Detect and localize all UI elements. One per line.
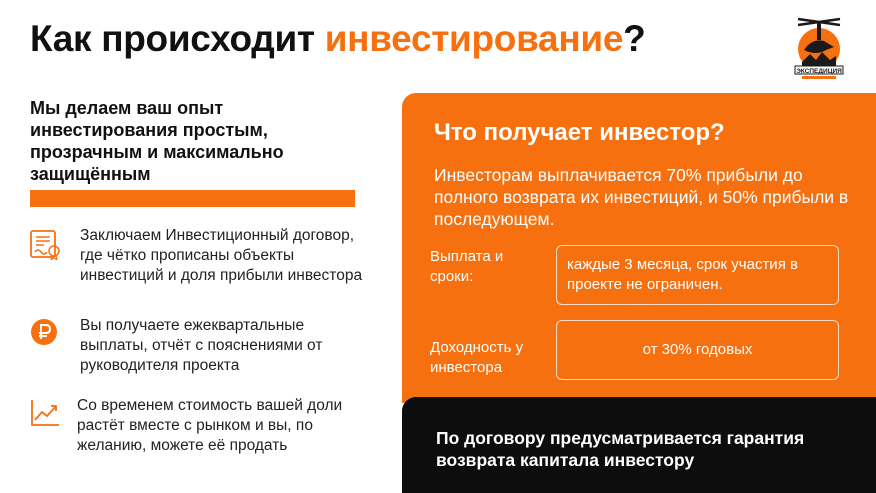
growth-chart-icon — [28, 396, 62, 430]
feature-contract — [28, 226, 380, 286]
logo-text: ЭКСПЕДИЦИЯ — [796, 68, 842, 75]
title-suffix: ? — [623, 18, 646, 59]
guarantee-text: По договору предусматривается гарантия возврата капитала инвестору — [436, 428, 805, 470]
feature-growth-text: Со временем стоимость вашей доли растёт вместе с рынком и вы, по желанию, можете её продать — [77, 397, 343, 454]
title-prefix: Как происходит — [30, 18, 325, 59]
feature-growth — [28, 396, 347, 456]
term-value-yield: от 30% годовых — [642, 341, 753, 358]
term-label-payout: Выплата и сроки: — [430, 248, 504, 285]
term-box-payout — [556, 245, 839, 305]
contract-document-icon — [28, 226, 62, 260]
intro-accent-bar — [30, 190, 355, 207]
page-title — [30, 18, 645, 60]
term-label-yield: Доходность у инвестора — [430, 339, 524, 376]
helicopter-logo-icon — [790, 16, 848, 82]
panel-description: Инвесторам выплачивается 70% прибыли до полного возврата их инвестиций, и 50% прибыли в последующем. — [434, 165, 849, 229]
expedition-logo — [790, 16, 848, 82]
feature-payments-text: Вы получаете ежеквартальные выплаты, отчёт с пояснениями от руководителя проекта — [80, 317, 323, 374]
panel-title: Что получает инвестор? — [434, 119, 725, 146]
intro-text: Мы делаем ваш опыт инвестирования простым, прозрачным и максимально защищённым — [30, 98, 284, 184]
investor-benefits-panel — [402, 93, 876, 403]
term-box-yield — [556, 320, 839, 380]
feature-contract-text: Заключаем Инвестиционный договор, где чётко прописаны объекты инвестиций и доля прибыли инвестора — [80, 227, 363, 284]
term-value-payout: каждые 3 месяца, срок участия в проекте не ограничен. — [567, 256, 798, 293]
ruble-coin-icon — [28, 316, 62, 350]
title-accent: инвестирование — [324, 18, 624, 59]
feature-payments — [28, 316, 365, 376]
guarantee-panel — [402, 397, 876, 493]
